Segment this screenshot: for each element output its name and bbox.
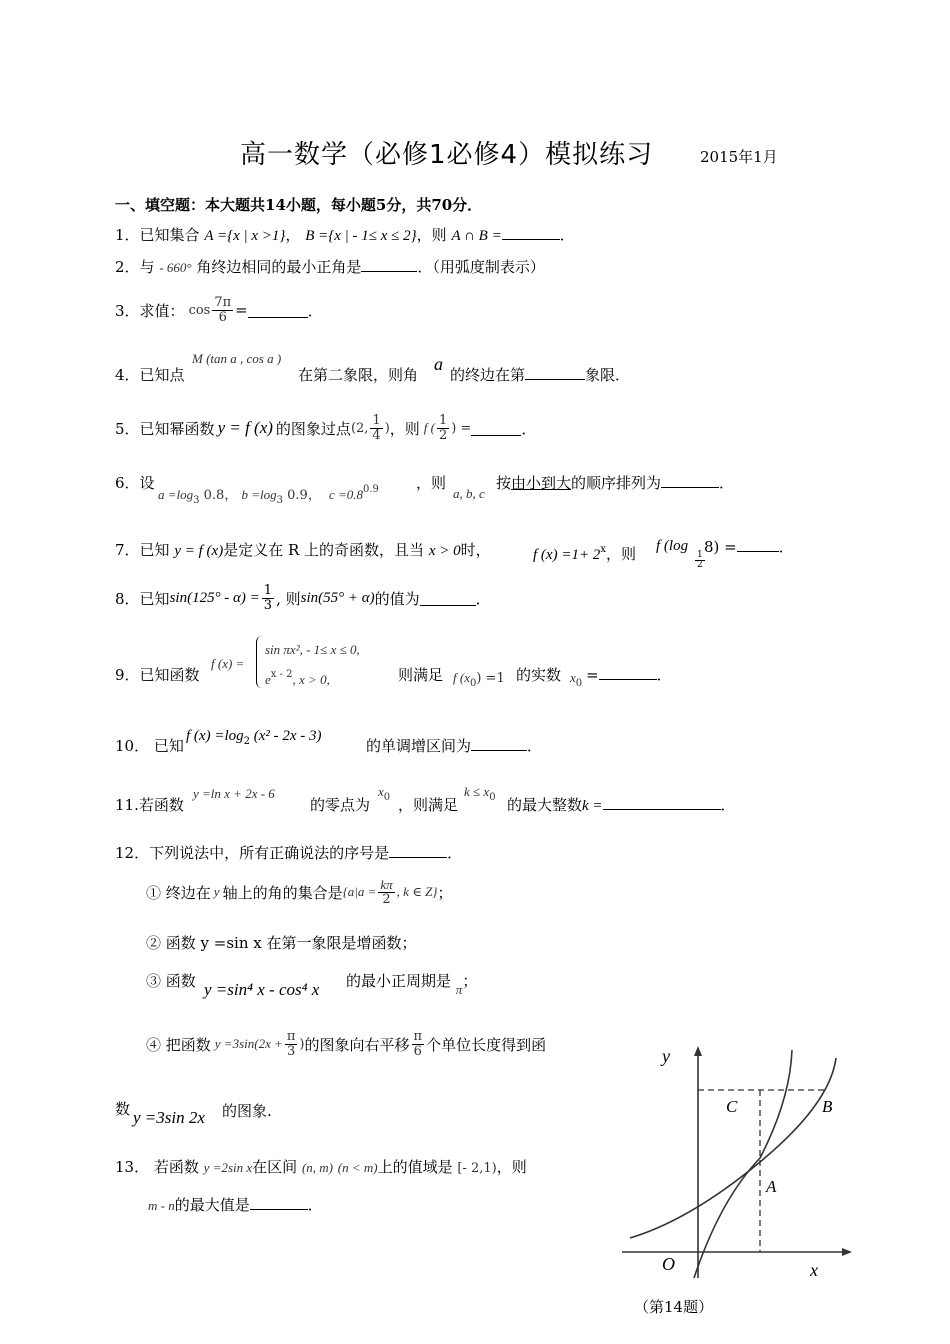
q11-mid: 的零点为 (310, 796, 371, 814)
q11-x0 (378, 784, 390, 803)
q3-end: ． (307, 301, 323, 320)
q13-mid: 在区间 (252, 1158, 298, 1176)
q12-s4-shift-den: 6 (413, 1043, 422, 1059)
question-12 (115, 842, 462, 863)
q6-b-val: 0.9 (283, 488, 308, 503)
answer-blank[interactable] (661, 473, 719, 488)
q9-mid: 则满足 (398, 666, 444, 684)
q11-end: ． (720, 796, 736, 814)
q5-pt-post: ) (384, 420, 390, 436)
q9-cond-post: ) =1 (476, 671, 505, 686)
question-11 (115, 794, 184, 815)
q7-def-text: f (x) =1+ 2 (533, 547, 601, 563)
q7-end: ． (778, 538, 794, 556)
q12-s4-num: π (286, 1029, 296, 1044)
q7-number: 7． (115, 541, 140, 559)
q9-case2-pre: e (265, 672, 271, 687)
q5-number: 5． (115, 419, 140, 438)
q10-arg: (x² - 2x - 3) (249, 728, 322, 744)
q6-order-underline: 由小到大 (511, 474, 572, 492)
question-5 (115, 414, 536, 442)
question-4-rest (298, 364, 418, 385)
q12-s4-shift-fraction (412, 1030, 425, 1058)
q12-s4-shift-num: π (413, 1029, 423, 1044)
question-1 (115, 224, 575, 245)
q7-ask (656, 536, 688, 555)
q4-post: 的终边在第 (450, 366, 526, 384)
q5-f-fraction (437, 414, 449, 442)
question-6 (115, 472, 155, 493)
q11-cond (464, 784, 496, 803)
q13-number: 13． (115, 1158, 150, 1176)
q6-a-val: 0.8 (199, 488, 225, 503)
q3-cos: cos (188, 302, 211, 318)
answer-blank[interactable] (502, 225, 560, 240)
q12-s1-set-pre: {a|a = (342, 884, 377, 900)
q13-end: ． (307, 1196, 323, 1214)
q4-point: M (tan a , cos a ) (192, 351, 282, 366)
q7-mid: 是定义在 R 上的奇函数，且当 (223, 541, 425, 559)
q11-number: 11. (115, 796, 139, 814)
q2-number: 2． (115, 258, 140, 276)
q7-ask-text: f (log (656, 538, 689, 554)
q7-ask-rest (704, 536, 794, 557)
figure-q14 (610, 1040, 860, 1300)
q11-then: ，则满足 (398, 796, 459, 814)
q10-rest (366, 735, 542, 756)
q12-s3-end: ； (462, 972, 478, 990)
q12-statement-1 (146, 878, 453, 906)
q7-def-sup: x (600, 544, 606, 555)
q6-number: 6． (115, 474, 140, 492)
q6-a-sub: 3 (193, 495, 200, 506)
q12-statement-2: ② 函数 y =sin x 在第一象限是增函数； (146, 934, 417, 952)
q12-s1-pre: ① 终边在 (146, 883, 211, 902)
q7-then: ，则 (605, 545, 636, 563)
q6-end: ． (719, 474, 735, 492)
q3-number: 3． (115, 301, 140, 320)
q11-post: 的最大整数 (507, 796, 583, 814)
question-4 (115, 364, 185, 385)
q12-number: 12． (115, 844, 150, 862)
q9-end: ． (656, 666, 672, 684)
q13-line2-post: 的最大值是 (174, 1196, 250, 1214)
q7-func: y = f (x) (174, 543, 224, 559)
q6-comma1: ， (224, 488, 238, 503)
q12-text: 下列说法中，所有正确说法的序号是 (149, 844, 390, 862)
q3-num: 7π (214, 295, 232, 310)
q12-s3-pi: π (455, 982, 463, 997)
figure-caption: （第14题） (634, 1298, 714, 1316)
q8-post: 的值为 (374, 589, 420, 608)
x-axis-arrow-icon (842, 1248, 852, 1256)
question-8 (115, 584, 491, 612)
q6-vars: a, b, c (453, 486, 485, 501)
q11-cond-text: k ≤ x (464, 784, 490, 799)
q3-prefix: 求值： (139, 301, 185, 320)
q3-den: 6 (218, 309, 227, 325)
q9-cond-sub: 0 (469, 678, 477, 689)
q13-then: ，则 (496, 1158, 527, 1176)
q12-s1-end: ； (437, 883, 453, 902)
q8-den: 3 (263, 597, 273, 613)
q11-prefix: 若函数 (138, 796, 184, 814)
question-10 (115, 735, 184, 756)
q5-end: ． (521, 419, 537, 438)
q13-line2-expr: m - n (148, 1198, 175, 1213)
answer-blank[interactable] (603, 795, 721, 810)
q9-f: f (x) = (211, 656, 245, 671)
q2-post: 角终边相同的最小正角是 (196, 258, 362, 276)
q1-set-b: B ={x | - 1≤ x ≤ 2} (305, 228, 417, 244)
q12-end: ． (447, 844, 463, 862)
q9-cond (453, 670, 505, 689)
question-2 (115, 256, 545, 277)
q12-s3-post: 的最小正周期是 (346, 972, 452, 990)
q9-answer (586, 664, 672, 685)
q10-func (186, 726, 322, 747)
q6-c: c =0.8 (328, 487, 364, 502)
q7-ask-post: 8) = (704, 538, 737, 556)
label-b: B (822, 1097, 833, 1116)
q13-post: 上的值域是 (377, 1158, 453, 1176)
q4-end: 象限． (585, 366, 631, 384)
q5-pt-den: 4 (372, 427, 381, 443)
q4-prefix: 已知点 (139, 366, 185, 384)
q7-when: 时， (460, 541, 491, 559)
q4-mid: 在第二象限，则角 (298, 366, 419, 384)
q4-var: a (434, 354, 443, 374)
q10-end: ． (527, 737, 543, 755)
q5-mid: 的图象过点 (275, 419, 351, 438)
q12-s3-func: y =sin⁴ x - cos⁴ x (204, 980, 320, 999)
q8-lhs: sin(125° - α) = (169, 589, 260, 606)
q1-sep: ， (285, 226, 301, 244)
q12-s4-end: 的图象. (222, 1102, 272, 1120)
q5-comma: ，则 (389, 419, 420, 438)
q13-interval: (n, m) (301, 1160, 333, 1175)
q12-s4-fraction (285, 1030, 298, 1058)
q6-values (158, 484, 379, 506)
label-o: O (662, 1254, 675, 1274)
page-title (240, 134, 653, 171)
q8-mid: , 则 (276, 589, 301, 608)
q5-f-den: 2 (439, 427, 448, 443)
q8-end: ． (475, 589, 491, 608)
q10-post: 的单调增区间为 (366, 737, 472, 755)
q12-s1-den: 2 (382, 891, 391, 907)
q10-sub: 2 (243, 736, 250, 747)
q5-f-num: 1 (439, 413, 448, 428)
q6-then: ，则 (416, 474, 447, 492)
q9-case1: sin πx², - 1≤ x ≤ 0, (265, 642, 360, 657)
q10-func-text: f (x) =log (186, 728, 244, 744)
q3-fraction (212, 296, 233, 324)
answer-blank[interactable] (737, 537, 779, 552)
q11-x0-sub: 0 (383, 792, 391, 803)
q9-cond-text: f (x (453, 670, 470, 685)
q6-b: b =log (241, 487, 277, 502)
q9-number: 9． (115, 666, 140, 684)
q9-prefix: 已知函数 (139, 666, 200, 684)
q12-s4-func: y =3sin(2x + (214, 1036, 283, 1052)
q5-pt-pre: (2, (350, 420, 369, 436)
q9-case2-post: , x > 0, (292, 672, 330, 687)
answer-blank[interactable] (525, 365, 585, 380)
label-c: C (726, 1097, 738, 1116)
label-y: y (662, 1046, 670, 1066)
answer-blank[interactable] (389, 843, 447, 858)
question-4-end (450, 364, 630, 385)
q6-prefix: 设 (139, 474, 155, 492)
q8-number: 8． (115, 589, 140, 608)
q12-s1-fraction (378, 878, 394, 906)
answer-blank[interactable] (471, 421, 521, 436)
label-x: x (810, 1260, 818, 1280)
q12-s4-cont: 数 (115, 1100, 131, 1118)
q6-c-sup: 0.9 (363, 484, 379, 495)
q8-num: 1 (263, 583, 273, 598)
q5-pt-num: 1 (372, 413, 381, 428)
q2-angle: - 660° (159, 260, 192, 275)
q12-s4-close: ) (299, 1036, 305, 1052)
q6-post: 的顺序排列为 (571, 474, 662, 492)
q3-eq: = (235, 301, 248, 320)
answer-blank[interactable] (599, 665, 657, 680)
q7-cond: x > 0 (428, 543, 461, 559)
q11-cond-sub: 0 (489, 792, 496, 803)
q9-x0 (570, 670, 582, 689)
q9-eq: = (586, 666, 599, 684)
q12-s4-post: 个单位长度得到函 (426, 1035, 547, 1054)
q1-post: ，则 (416, 226, 447, 244)
q12-s4-func2: y =3sin 2x (133, 1108, 205, 1127)
q8-fraction (262, 584, 274, 612)
q9-x0-sub: 0 (575, 678, 583, 689)
curve-exp (694, 1050, 792, 1278)
q9-brace (256, 636, 265, 688)
q4-number: 4． (115, 366, 140, 384)
q5-pt-fraction (370, 414, 382, 442)
answer-blank[interactable] (361, 257, 417, 272)
q6-a: a =log (158, 487, 194, 502)
q6-order-pre: 按 (496, 474, 512, 492)
q1-end: ． (559, 226, 575, 244)
q10-number: 10． (115, 737, 150, 755)
q12-s1-set-post: , k ∈ Z} (396, 884, 438, 900)
q5-f-pre: f ( (423, 420, 435, 436)
question-9 (115, 664, 200, 685)
q8-rhs: sin(55° + α) (300, 589, 375, 606)
q12-s1-num: kπ (380, 877, 393, 892)
q10-prefix: 已知 (153, 737, 184, 755)
q2-prefix: 与 (139, 258, 155, 276)
label-a: A (766, 1177, 777, 1196)
q5-func: y = f (x) (217, 418, 273, 438)
q9-case2-sup: x - 2 (270, 669, 293, 680)
q13-range: [- 2,1) (457, 1161, 497, 1176)
title-text: 高一数学（必修1必修4）模拟练习 (240, 140, 654, 170)
q7-base-den: 2 (697, 560, 703, 571)
question-13 (115, 1156, 527, 1177)
q12-s1-y: y (213, 884, 220, 900)
y-axis-arrow-icon (694, 1046, 702, 1056)
date-label: 2015年1月 (700, 148, 778, 166)
curve-log (630, 1058, 836, 1238)
q9-case2 (265, 669, 330, 688)
q13-prefix: 若函数 (153, 1158, 199, 1176)
q12-s4-mid: 的图象向右平移 (304, 1035, 410, 1054)
q1-prefix: 已知集合 (139, 226, 200, 244)
q11-k: k = (582, 798, 603, 814)
q6-order (496, 472, 734, 493)
q7-base-num: 1 (697, 550, 703, 560)
answer-blank[interactable] (250, 1195, 308, 1210)
question-3 (115, 296, 323, 324)
q5-prefix: 已知幂函数 (139, 419, 215, 438)
q12-s3-rest (346, 970, 478, 997)
q11-rest (507, 794, 736, 815)
q6-b-sub: 3 (276, 495, 283, 506)
q9-x0-text: x (570, 670, 576, 685)
q11-func: y =ln x + 2x - 6 (193, 786, 275, 801)
q2-end: ．（用弧度制表示） (417, 258, 545, 276)
q12-statement-3 (146, 970, 196, 991)
answer-blank[interactable] (420, 591, 476, 606)
q13-line2 (148, 1194, 323, 1215)
q1-number: 1． (115, 226, 140, 244)
q7-def (533, 543, 636, 564)
q12-s3-pre: ③ 函数 (146, 972, 196, 990)
q12-statement-4 (146, 1030, 546, 1058)
q12-s1-mid: 轴上的角的集合是 (222, 883, 343, 902)
answer-blank[interactable] (248, 303, 308, 318)
q13-cond: (n < m) (337, 1160, 378, 1175)
question-7 (115, 539, 491, 560)
q1-expr: A ∩ B = (451, 228, 502, 244)
q12-s4-pre: ④ 把函数 (146, 1035, 211, 1054)
section-heading: 一、填空题：本大题共14小题，每小题5分，共70分． (115, 196, 483, 214)
q13-func: y =2sin x (203, 1160, 253, 1175)
q1-set-a: A ={x | x >1} (204, 228, 286, 244)
q6-comma2: ， (307, 488, 321, 503)
q7-prefix: 已知 (139, 541, 170, 559)
q8-prefix: 已知 (139, 589, 170, 608)
q5-f-post: ) = (451, 420, 472, 436)
q11-x0-text: x (378, 784, 384, 799)
answer-blank[interactable] (471, 736, 527, 751)
q9-post: 的实数 (516, 666, 562, 684)
q12-s4-den: 3 (287, 1043, 296, 1059)
